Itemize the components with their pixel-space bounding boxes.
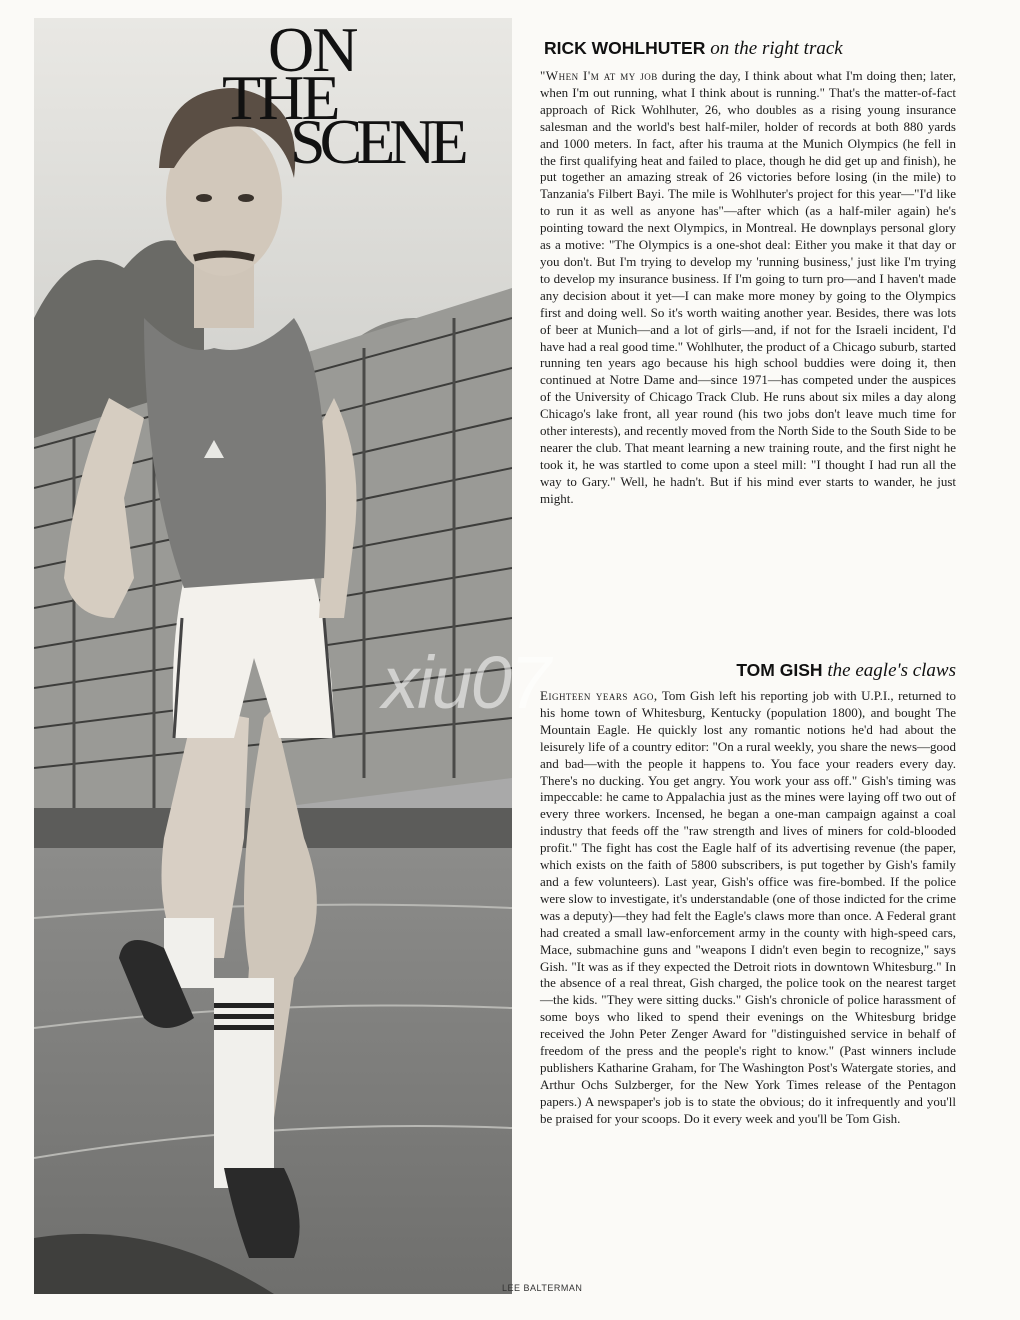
masthead-line-the: THE — [222, 62, 338, 133]
article1-subhead: on the right track — [710, 38, 843, 59]
article2-subhead: the eagle's claws — [827, 660, 956, 681]
masthead-line-on: ON — [268, 14, 357, 85]
article2-body — [540, 688, 956, 1128]
article2-heading — [736, 660, 956, 682]
article1-text: during the day, I think about what I'm doing then; later, when I'm out running, what I think about is running." That's the matter-of-fact approach of Rick Wohlhuter, 26, who doubles as a rising young insurance salesman and the world's best half-miler, holder of records at both 880 yards and 1000 meters. In fact, after his trauma at the Munich Olympics (he fell in the first qualifying heat and failed to place, though he did get up and finish), he put together an amazing streak of 26 victories before losing (in the mile) to Tanzania's Filbert Bayi. The mile is Wohlhuter's project for this year—"I'd like to run it as well as anyone has"—after which (as a half-miler again) he's pointing toward the next Olympics, in Montreal. He downplays personal glory as a motive: "The Olympics is a one-shot deal: Either you make it that day or you don't. But I'm trying to develop my 'running business,' just like I'm trying to develop my insurance business. If I'm going to turn pro—and I haven't made any decision about it yet—I can make more money by going to the Olympics first and doing well. So it's worth waiting another year. Besides, there was lots of beer at Munich—and a lot of girls—and, if not for the Israeli incident, I'd have had a real good time." Wohlhuter, the product of a Chicago suburb, started running ten years ago because his high school buddies were doing it, then continued at Notre Dame and—since 1971—has competed under the auspices of the University of Chicago Track Club. He runs about six miles a day along Chicago's lake front, all year round (his two jobs don't leave much time for other interests), and recently moved from the North Side to the South Side to be nearer the club. That meant learning a new training route, and the first night he took it, he was startled to come upon a steel mill: "I thought I had run all the way to Gary." Well, he hadn't. But if his mind ever starts to wander, he just might. — [540, 68, 956, 506]
article1-name: RICK WOHLHUTER — [544, 38, 706, 58]
article2-lead: Eighteen years ago, — [540, 688, 658, 703]
photo-credit: LEE BALTERMAN — [502, 1283, 583, 1293]
watermark: xiu07 — [382, 641, 549, 724]
article2-text: Tom Gish left his reporting job with U.P.I., returned to his home town of Whitesburg, Kentucky (population 1800), and bought The Mountain Eagle. He quickly lost any romantic notions he'd had about the leisurely life of a country editor: "On a rural weekly, you share the news—good and bad—with the people it happens to. You face your readers every day. There's no ducking. You get angry. You work your ass off." Gish's timing was impeccable: he came to Appalachia just as the mines were laying off two out of every three workers. Incensed, he began a one-man campaign against a coal industry that feeds off the "raw strength and lives of miners for cold-blooded profit." The fight has cost the Eagle half of its advertising revenue (the paper, which exists on the faith of 5800 subscribers, is put together by Gish's family and a few volunteers). Last year, Gish's office was fire-bombed. If the police were slow to investigate, it's understandable (one of those indicted for the crime was a deputy)—they had felt the Eagle's claws more than once. A Federal grant had created a small law-enforcement army in the county with high-speed cars, Mace, submachine guns and "weapons I didn't even begin to recognize," says Gish. "It was as if they expected the Detroit riots in downtown Whitesburg." In the absence of a real threat, Gish charged, the police took on the nearest target—the kids. "They were sitting ducks." Gish's chronicle of police harassment of some boys who liked to spend their evenings on the Whitesburg bridge received the John Peter Zenger Award for "distinguished service in behalf of freedom of the press and the people's right to know." (Past winners include publishers Katharine Graham, for The Washington Post's Watergate stories, and Arthur Ochs Sulzberger, for the New York Times release of the Pentagon papers.) A newspaper's job is to state the obvious; do it infrequently and you'll be praised for your scoops. Do it every week and you'll be Tom Gish. — [540, 688, 956, 1126]
masthead-line-scene: SCENE — [290, 106, 463, 177]
article1-heading — [544, 38, 843, 60]
article1-lead: "When I'm at my job — [540, 68, 658, 83]
article1-body — [540, 68, 956, 508]
article2-name: TOM GISH — [736, 660, 823, 680]
